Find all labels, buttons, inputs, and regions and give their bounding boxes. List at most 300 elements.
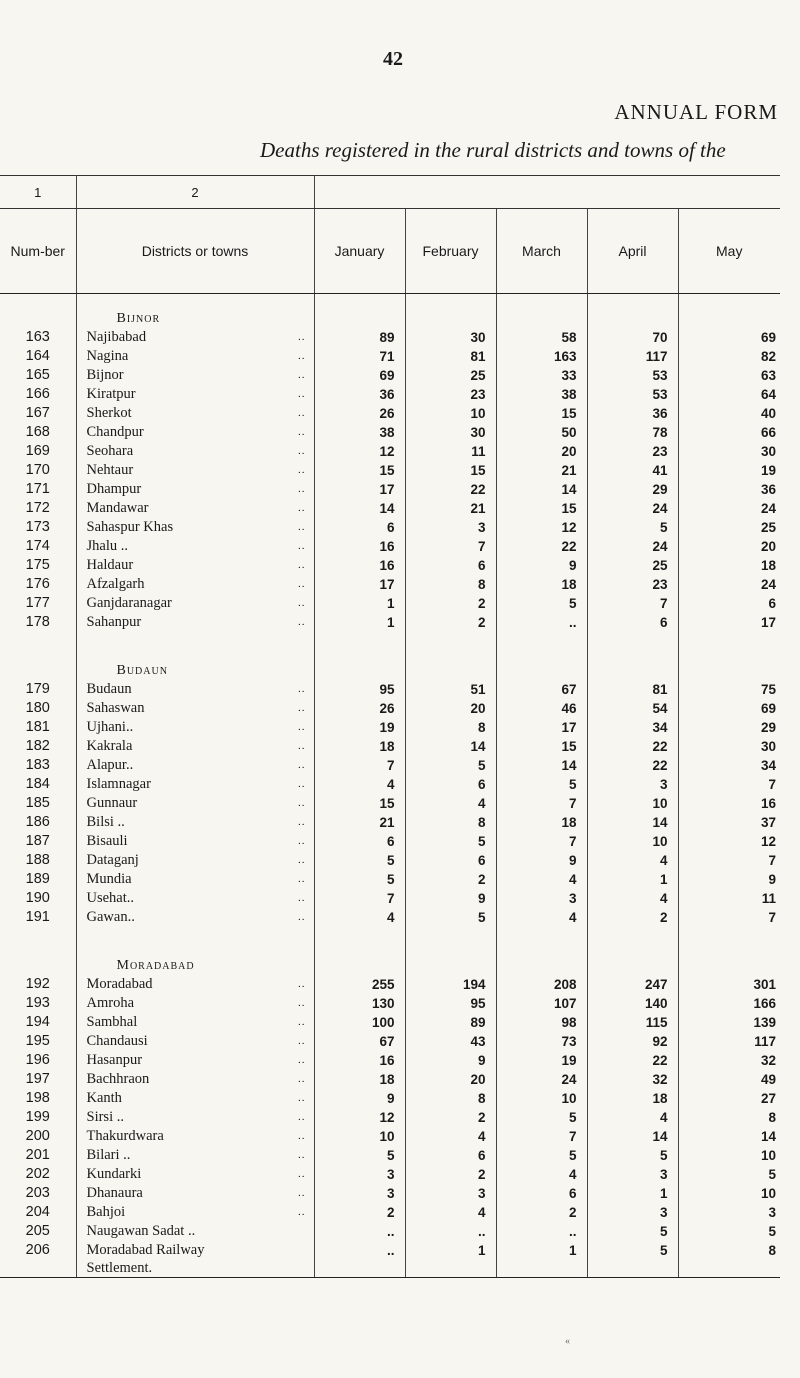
january-value: 10: [314, 1127, 405, 1146]
may-value: 301: [753, 977, 776, 992]
january-value: ..: [314, 1222, 405, 1241]
february-value: 2: [405, 594, 496, 613]
leader-dots: ..: [298, 778, 306, 790]
march-value: ..: [496, 1222, 587, 1241]
row-number: 167: [0, 404, 76, 423]
january-value: 6: [314, 832, 405, 851]
april-value: 4: [587, 1108, 678, 1127]
april-value: 115: [587, 1013, 678, 1032]
january-value: 255: [314, 975, 405, 994]
march-value: 46: [496, 699, 587, 718]
april-value: 7: [587, 594, 678, 613]
may-value: 69: [760, 330, 776, 345]
february-value: 5: [405, 908, 496, 927]
blank-cell: [0, 1260, 76, 1278]
february-value: 1: [405, 1241, 496, 1260]
january-value: 6: [314, 518, 405, 537]
blank-cell: [405, 941, 496, 975]
may-value: 75: [760, 682, 776, 697]
district-name-cell: [76, 737, 314, 756]
january-value: 5: [314, 870, 405, 889]
district-name: Moradabad Railway: [86, 1242, 205, 1258]
district-name: Sahaspur Khas: [86, 519, 174, 535]
leader-dots: ..: [298, 1130, 306, 1142]
march-value: 4: [496, 1165, 587, 1184]
row-number: 198: [0, 1089, 76, 1108]
april-value: 22: [587, 1051, 678, 1070]
march-value: 18: [496, 575, 587, 594]
january-value: 67: [314, 1032, 405, 1051]
may-value: 19: [760, 463, 776, 478]
february-value: 6: [405, 1146, 496, 1165]
february-value: 14: [405, 737, 496, 756]
may-value: 24: [760, 501, 776, 516]
january-value: 17: [314, 575, 405, 594]
march-value: 9: [496, 851, 587, 870]
district-name-cell: [76, 994, 314, 1013]
april-value: 34: [587, 718, 678, 737]
april-value: 5: [587, 1241, 678, 1260]
april-value: 5: [587, 1222, 678, 1241]
table-row: [0, 1108, 780, 1127]
may-value: 7: [768, 910, 776, 925]
district-name-cell: [76, 1203, 314, 1222]
row-number: 163: [0, 328, 76, 347]
leader-dots: ..: [298, 1206, 306, 1218]
district-name-cell: [76, 756, 314, 775]
district-name: Haldaur: [86, 557, 134, 573]
february-value: 21: [405, 499, 496, 518]
february-value: 3: [405, 518, 496, 537]
row-number: 190: [0, 889, 76, 908]
january-value: 16: [314, 556, 405, 575]
february-value: 89: [405, 1013, 496, 1032]
row-number: 173: [0, 518, 76, 537]
january-value: 5: [314, 1146, 405, 1165]
district-name: Dhampur: [86, 481, 142, 497]
february-value: 2: [405, 870, 496, 889]
row-number: 184: [0, 775, 76, 794]
may-value: 16: [760, 796, 776, 811]
january-value: 69: [314, 366, 405, 385]
section-heading-row: [0, 294, 780, 329]
april-value: 1: [587, 870, 678, 889]
blank-cell: [314, 646, 405, 680]
blank-cell: [0, 927, 76, 941]
march-value: 12: [496, 518, 587, 537]
table-row: [0, 718, 780, 737]
district-name-cell: [76, 575, 314, 594]
table-row: [0, 832, 780, 851]
district-name-cell: [76, 1051, 314, 1070]
april-value: 4: [587, 889, 678, 908]
february-value: 25: [405, 366, 496, 385]
header-districts: Districts or towns: [76, 209, 314, 294]
blank-cell: [678, 646, 780, 680]
blank-cell: [0, 632, 76, 646]
blank-cell: [314, 632, 405, 646]
march-value: 14: [496, 756, 587, 775]
february-value: 2: [405, 613, 496, 632]
district-name-cell: [76, 423, 314, 442]
april-value: 81: [587, 680, 678, 699]
may-value: 30: [760, 444, 776, 459]
row-number: 165: [0, 366, 76, 385]
table-row: [0, 889, 780, 908]
april-value: 53: [587, 366, 678, 385]
march-value: 2: [496, 1203, 587, 1222]
march-value: 50: [496, 423, 587, 442]
february-value: 30: [405, 328, 496, 347]
row-number: 188: [0, 851, 76, 870]
table-row: [0, 537, 780, 556]
april-value: 14: [587, 813, 678, 832]
page-number: 42: [383, 48, 403, 70]
may-value: 69: [760, 701, 776, 716]
row-number: 191: [0, 908, 76, 927]
leader-dots: ..: [298, 835, 306, 847]
march-value: 15: [496, 499, 587, 518]
row-number: 185: [0, 794, 76, 813]
district-name-continuation: Settlement.: [76, 1260, 314, 1278]
district-name-cell: [76, 1070, 314, 1089]
district-name-cell: [76, 1089, 314, 1108]
may-value: 14: [760, 1129, 776, 1144]
april-value: 78: [587, 423, 678, 442]
february-value: 81: [405, 347, 496, 366]
april-value: 5: [587, 1146, 678, 1165]
row-number: 196: [0, 1051, 76, 1070]
leader-dots: ..: [298, 997, 306, 1009]
february-value: 6: [405, 775, 496, 794]
row-number: 193: [0, 994, 76, 1013]
header-january: January: [314, 209, 405, 294]
district-name: Mundia: [86, 871, 132, 887]
district-name-cell: [76, 461, 314, 480]
district-name: Chandausi: [86, 1033, 148, 1049]
district-name-cell: [76, 1184, 314, 1203]
leader-dots: ..: [298, 797, 306, 809]
may-value: 8: [768, 1110, 776, 1125]
table-row: [0, 994, 780, 1013]
district-name-cell: [76, 1146, 314, 1165]
district-name-cell: [76, 794, 314, 813]
table-row: [0, 1127, 780, 1146]
april-value: 22: [587, 756, 678, 775]
may-value: 40: [760, 406, 776, 421]
district-name: Bisauli: [86, 833, 128, 849]
district-name: Kakrala: [86, 738, 133, 754]
row-number: 182: [0, 737, 76, 756]
district-name: Sambhal: [86, 1014, 138, 1030]
february-value: 15: [405, 461, 496, 480]
leader-dots: ..: [298, 854, 306, 866]
header-may: May: [678, 209, 780, 294]
row-number: 201: [0, 1146, 76, 1165]
leader-dots: ..: [298, 597, 306, 609]
district-name: Jhalu ..: [86, 538, 128, 554]
january-value: 2: [314, 1203, 405, 1222]
february-value: 2: [405, 1108, 496, 1127]
district-name-cell: [76, 813, 314, 832]
march-value: 73: [496, 1032, 587, 1051]
april-value: 10: [587, 832, 678, 851]
february-value: 20: [405, 1070, 496, 1089]
district-name: Nehtaur: [86, 462, 134, 478]
row-number: 186: [0, 813, 76, 832]
may-value: 34: [760, 758, 776, 773]
february-value: 22: [405, 480, 496, 499]
leader-dots: ..: [298, 388, 306, 400]
table-row: [0, 737, 780, 756]
row-number: 197: [0, 1070, 76, 1089]
continuation-row: [0, 1260, 780, 1278]
february-value: 2: [405, 1165, 496, 1184]
january-value: 3: [314, 1184, 405, 1203]
january-value: 18: [314, 737, 405, 756]
february-value: 6: [405, 556, 496, 575]
march-value: 7: [496, 794, 587, 813]
blank-cell: [496, 632, 587, 646]
april-value: 140: [587, 994, 678, 1013]
district-name-cell: [76, 775, 314, 794]
district-name-cell: [76, 404, 314, 423]
leader-dots: ..: [298, 1092, 306, 1104]
february-value: 4: [405, 1127, 496, 1146]
leader-dots: ..: [298, 540, 306, 552]
district-name-cell: [76, 480, 314, 499]
january-value: 12: [314, 442, 405, 461]
april-value: 3: [587, 1165, 678, 1184]
table-row: [0, 328, 780, 347]
district-name-cell: [76, 1013, 314, 1032]
blank-cell: [405, 646, 496, 680]
district-name: Seohara: [86, 443, 134, 459]
header-number: Num-ber: [0, 209, 76, 294]
february-value: 4: [405, 794, 496, 813]
table-row: [0, 613, 780, 632]
district-name-cell: [76, 718, 314, 737]
table-row: [0, 347, 780, 366]
january-value: 26: [314, 699, 405, 718]
leader-dots: ..: [298, 1168, 306, 1180]
february-value: 7: [405, 537, 496, 556]
table-row: [0, 975, 780, 994]
district-name: Alapur..: [86, 757, 134, 773]
row-number: 174: [0, 537, 76, 556]
table-body: [0, 294, 780, 1278]
may-value: 63: [760, 368, 776, 383]
table-row: [0, 518, 780, 537]
table-row: [0, 870, 780, 889]
district-name-cell: [76, 537, 314, 556]
january-value: 12: [314, 1108, 405, 1127]
may-value: 10: [760, 1148, 776, 1163]
january-value: 7: [314, 756, 405, 775]
district-name-cell: [76, 1032, 314, 1051]
district-name: Bachhraon: [86, 1071, 150, 1087]
march-value: 24: [496, 1070, 587, 1089]
district-name-cell: [76, 851, 314, 870]
blank-cell: [405, 927, 496, 941]
district-name: Nagina: [86, 348, 129, 364]
leader-dots: ..: [298, 892, 306, 904]
blank-cell: [678, 941, 780, 975]
leader-dots: ..: [298, 740, 306, 752]
row-number: 164: [0, 347, 76, 366]
form-title: ANNUAL FORM: [614, 100, 778, 124]
district-name: Sahanpur: [86, 614, 142, 630]
leader-dots: ..: [298, 483, 306, 495]
march-value: 107: [496, 994, 587, 1013]
blank-cell: [314, 294, 405, 329]
district-name-cell: [76, 385, 314, 404]
table-row: [0, 1241, 780, 1260]
february-value: 43: [405, 1032, 496, 1051]
january-value: 4: [314, 908, 405, 927]
leader-dots: ..: [298, 1073, 306, 1085]
section-heading-row: [0, 941, 780, 975]
district-name-cell: [76, 1165, 314, 1184]
may-value: 7: [768, 853, 776, 868]
table-row: [0, 1089, 780, 1108]
february-value: 23: [405, 385, 496, 404]
january-value: 15: [314, 461, 405, 480]
leader-dots: ..: [298, 1111, 306, 1123]
row-number: 200: [0, 1127, 76, 1146]
table-row: [0, 851, 780, 870]
april-value: 14: [587, 1127, 678, 1146]
table-row: [0, 499, 780, 518]
district-name: Ganjdaranagar: [86, 595, 172, 611]
table-row: [0, 1222, 780, 1241]
leader-dots: ..: [298, 407, 306, 419]
table-row: [0, 680, 780, 699]
district-name-cell: [76, 889, 314, 908]
leader-dots: ..: [298, 559, 306, 571]
table-row: [0, 813, 780, 832]
row-number: 187: [0, 832, 76, 851]
district-name-cell: [76, 347, 314, 366]
march-value: 20: [496, 442, 587, 461]
district-name: Sherkot: [86, 405, 132, 421]
march-value: 33: [496, 366, 587, 385]
leader-dots: ..: [298, 369, 306, 381]
february-value: 8: [405, 1089, 496, 1108]
district-name: Moradabad: [86, 976, 153, 992]
row-number: 170: [0, 461, 76, 480]
march-value: 5: [496, 1108, 587, 1127]
district-name: Thakurdwara: [86, 1128, 164, 1144]
district-name: Amroha: [86, 995, 135, 1011]
may-value: 8: [768, 1243, 776, 1258]
march-value: 98: [496, 1013, 587, 1032]
table-row: [0, 1032, 780, 1051]
blank-cell: [496, 1260, 587, 1278]
blank-cell: [496, 927, 587, 941]
row-number: 178: [0, 613, 76, 632]
header-february: February: [405, 209, 496, 294]
april-value: 1: [587, 1184, 678, 1203]
leader-dots: ..: [298, 978, 306, 990]
district-name-cell: [76, 1127, 314, 1146]
row-number: 179: [0, 680, 76, 699]
february-value: 8: [405, 575, 496, 594]
table-row: [0, 699, 780, 718]
table-row: [0, 423, 780, 442]
table-row: [0, 1184, 780, 1203]
header-april: April: [587, 209, 678, 294]
february-value: 4: [405, 1203, 496, 1222]
april-value: 6: [587, 613, 678, 632]
january-value: 9: [314, 1089, 405, 1108]
february-value: 6: [405, 851, 496, 870]
march-value: 9: [496, 556, 587, 575]
leader-dots: ..: [298, 502, 306, 514]
district-name: Dataganj: [86, 852, 139, 868]
march-value: 5: [496, 775, 587, 794]
leader-dots: ..: [298, 683, 306, 695]
district-name-cell: [76, 594, 314, 613]
spacer-row: [0, 632, 780, 646]
may-value: 7: [768, 777, 776, 792]
march-value: 38: [496, 385, 587, 404]
blank-cell: [587, 646, 678, 680]
district-name: Bilsi ..: [86, 814, 125, 830]
district-name: Islamnagar: [86, 776, 151, 792]
table-row: [0, 794, 780, 813]
district-name-cell: [76, 328, 314, 347]
april-value: 18: [587, 1089, 678, 1108]
district-name-cell: [76, 975, 314, 994]
april-value: 4: [587, 851, 678, 870]
february-value: 11: [405, 442, 496, 461]
column-index-row: [0, 176, 780, 209]
table-row: [0, 575, 780, 594]
february-value: 20: [405, 699, 496, 718]
march-value: 5: [496, 1146, 587, 1165]
district-name-cell: [76, 499, 314, 518]
district-name: Kundarki: [86, 1166, 142, 1182]
leader-dots: ..: [298, 1054, 306, 1066]
row-number: 192: [0, 975, 76, 994]
march-value: 15: [496, 737, 587, 756]
section-heading: Bijnor: [76, 294, 314, 329]
january-value: 15: [314, 794, 405, 813]
table-row: [0, 775, 780, 794]
leader-dots: ..: [298, 702, 306, 714]
blank-cell: [587, 941, 678, 975]
blank-cell: [314, 941, 405, 975]
january-value: 14: [314, 499, 405, 518]
march-value: 163: [496, 347, 587, 366]
may-value: 17: [760, 615, 776, 630]
table-row: [0, 908, 780, 927]
january-value: 18: [314, 1070, 405, 1089]
march-value: 18: [496, 813, 587, 832]
header-row: [0, 209, 780, 294]
leader-dots: ..: [298, 1187, 306, 1199]
leader-dots: ..: [298, 350, 306, 362]
district-name: Najibabad: [86, 329, 147, 345]
april-value: 41: [587, 461, 678, 480]
table-subtitle: Deaths registered in the rural districts and towns of the: [260, 138, 726, 162]
march-value: 58: [496, 328, 587, 347]
may-value: 25: [760, 520, 776, 535]
may-value: 64: [760, 387, 776, 402]
district-name: Sahaswan: [86, 700, 145, 716]
may-value: 82: [760, 349, 776, 364]
